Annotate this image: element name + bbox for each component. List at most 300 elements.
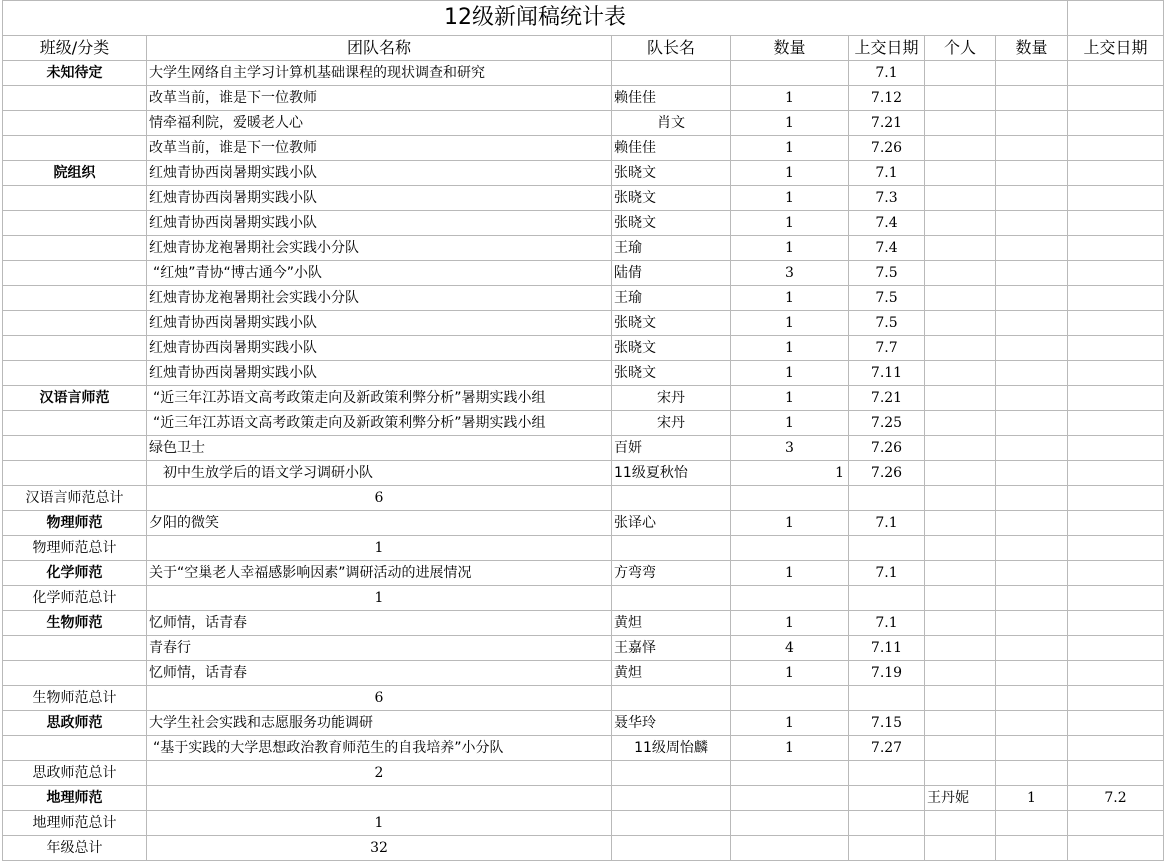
table-row <box>3 736 1164 761</box>
grid-cell[interactable] <box>996 586 1068 611</box>
personal-cell[interactable] <box>925 261 996 286</box>
grid-cell[interactable] <box>996 511 1068 536</box>
leader-cell[interactable]: 方弯弯 <box>612 561 731 586</box>
count-cell[interactable]: 1 <box>731 411 849 436</box>
count-cell[interactable]: 1 <box>731 386 849 411</box>
leader-cell[interactable]: 张译心 <box>612 511 731 536</box>
table-row <box>3 161 1164 186</box>
date-cell[interactable]: 7.11 <box>849 361 925 386</box>
category-cell[interactable] <box>3 211 147 236</box>
date-cell[interactable]: 7.7 <box>849 336 925 361</box>
table-row <box>3 386 1164 411</box>
grid-cell[interactable] <box>731 536 849 561</box>
team-cell[interactable]: 改革当前，谁是下一位教师 <box>147 136 612 161</box>
grid-cell[interactable] <box>731 486 849 511</box>
date-cell[interactable]: 7.4 <box>849 211 925 236</box>
grid-cell[interactable] <box>925 811 996 836</box>
table-row <box>3 186 1164 211</box>
category-cell[interactable] <box>3 411 147 436</box>
count-cell[interactable]: 1 <box>731 111 849 136</box>
total-value[interactable]: 2 <box>147 761 612 786</box>
table-row <box>3 636 1164 661</box>
total-row <box>3 536 1164 561</box>
header-personal-date[interactable]: 上交日期 <box>1068 36 1164 61</box>
category-cell[interactable] <box>3 336 147 361</box>
grid-cell[interactable] <box>996 836 1068 861</box>
category-cell[interactable] <box>3 636 147 661</box>
count-cell[interactable]: 1 <box>731 211 849 236</box>
category-cell[interactable] <box>3 186 147 211</box>
table-row <box>3 61 1164 86</box>
grid-cell[interactable] <box>612 486 731 511</box>
leader-cell[interactable]: 聂华玲 <box>612 711 731 736</box>
grid-cell[interactable] <box>849 811 925 836</box>
personal-date-cell[interactable] <box>1068 361 1164 386</box>
grid-cell[interactable] <box>996 536 1068 561</box>
grid-cell[interactable] <box>731 586 849 611</box>
leader-cell[interactable]: 赖佳佳 <box>612 136 731 161</box>
date-cell[interactable]: 7.5 <box>849 311 925 336</box>
grid-cell[interactable] <box>612 811 731 836</box>
count-cell[interactable]: 1 <box>731 511 849 536</box>
personal-cell[interactable] <box>925 236 996 261</box>
count-cell[interactable]: 1 <box>731 236 849 261</box>
total-label[interactable]: 生物师范总计 <box>3 686 147 711</box>
date-cell[interactable]: 7.26 <box>849 136 925 161</box>
team-cell[interactable]: 忆师情，话青春 <box>147 661 612 686</box>
grid-cell[interactable] <box>612 586 731 611</box>
grid-cell[interactable] <box>925 836 996 861</box>
team-cell[interactable]: 红烛青协西岗暑期实践小队 <box>147 336 612 361</box>
leader-cell[interactable] <box>612 786 731 811</box>
team-cell[interactable]: 红烛青协西岗暑期实践小队 <box>147 311 612 336</box>
leader-cell[interactable]: 张晓文 <box>612 211 731 236</box>
personal-count-cell[interactable] <box>996 161 1068 186</box>
team-cell[interactable]: 忆师情，话青春 <box>147 611 612 636</box>
count-cell[interactable]: 1 <box>731 736 849 761</box>
table-row <box>3 411 1164 436</box>
table-row <box>3 711 1164 736</box>
grid-cell[interactable] <box>731 836 849 861</box>
personal-cell[interactable] <box>925 61 996 86</box>
count-cell[interactable]: 1 <box>731 186 849 211</box>
personal-count-cell[interactable] <box>996 336 1068 361</box>
leader-cell[interactable]: 王嘉怿 <box>612 636 731 661</box>
grid-cell[interactable] <box>849 486 925 511</box>
personal-cell[interactable] <box>925 136 996 161</box>
grand-total-value[interactable]: 32 <box>147 836 612 861</box>
team-cell[interactable]: 红烛青协西岗暑期实践小队 <box>147 186 612 211</box>
category-cell[interactable] <box>3 136 147 161</box>
team-cell[interactable]: 夕阳的微笑 <box>147 511 612 536</box>
grid-cell[interactable] <box>849 686 925 711</box>
leader-cell[interactable]: 张晓文 <box>612 336 731 361</box>
grid-cell[interactable] <box>996 486 1068 511</box>
personal-cell[interactable] <box>925 86 996 111</box>
personal-date-cell[interactable]: 7.2 <box>1068 786 1164 811</box>
leader-cell[interactable]: 百妍 <box>612 436 731 461</box>
personal-count-cell[interactable] <box>996 61 1068 86</box>
grid-cell[interactable] <box>925 611 996 636</box>
grid-cell[interactable] <box>925 511 996 536</box>
count-cell[interactable]: 1 <box>731 336 849 361</box>
news-statistics-table <box>2 0 1164 861</box>
personal-count-cell[interactable] <box>996 136 1068 161</box>
team-cell[interactable]: 红烛青协西岗暑期实践小队 <box>147 161 612 186</box>
total-row <box>3 686 1164 711</box>
personal-count-cell[interactable] <box>996 186 1068 211</box>
grid-cell[interactable] <box>925 636 996 661</box>
category-cell[interactable] <box>3 736 147 761</box>
team-cell[interactable]: 红烛青协龙袍暑期社会实践小分队 <box>147 286 612 311</box>
count-cell[interactable]: 1 <box>731 611 849 636</box>
grid-cell[interactable] <box>925 486 996 511</box>
category-cell[interactable]: 汉语言师范 <box>3 386 147 411</box>
personal-cell[interactable] <box>925 361 996 386</box>
category-cell[interactable] <box>3 286 147 311</box>
personal-date-cell[interactable] <box>1068 111 1164 136</box>
table-row <box>3 661 1164 686</box>
grid-cell[interactable] <box>996 686 1068 711</box>
date-cell[interactable]: 7.11 <box>849 636 925 661</box>
date-cell[interactable]: 7.12 <box>849 86 925 111</box>
leader-cell[interactable]: 肖文 <box>612 111 731 136</box>
personal-cell[interactable]: 王丹妮 <box>925 786 996 811</box>
table-row <box>3 461 1164 486</box>
header-leader[interactable]: 队长名 <box>612 36 731 61</box>
leader-cell[interactable]: 赖佳佳 <box>612 86 731 111</box>
personal-date-cell[interactable] <box>1068 461 1164 486</box>
personal-date-cell[interactable] <box>1068 311 1164 336</box>
personal-cell[interactable] <box>925 386 996 411</box>
category-cell[interactable] <box>3 461 147 486</box>
leader-cell[interactable]: 宋丹 <box>612 386 731 411</box>
table-row <box>3 286 1164 311</box>
personal-date-cell[interactable] <box>1068 436 1164 461</box>
team-cell[interactable]: “基于实践的大学思想政治教育师范生的自我培养”小分队 <box>147 736 612 761</box>
personal-date-cell[interactable] <box>1068 236 1164 261</box>
date-cell[interactable]: 7.21 <box>849 386 925 411</box>
count-cell[interactable]: 1 <box>731 711 849 736</box>
personal-count-cell[interactable] <box>996 86 1068 111</box>
header-row <box>3 36 1164 61</box>
personal-date-cell[interactable] <box>1068 161 1164 186</box>
category-cell[interactable] <box>3 111 147 136</box>
personal-cell[interactable] <box>925 411 996 436</box>
count-cell[interactable]: 1 <box>731 86 849 111</box>
grid-cell[interactable] <box>612 761 731 786</box>
grid-cell[interactable] <box>612 536 731 561</box>
date-cell[interactable]: 7.26 <box>849 436 925 461</box>
date-cell[interactable]: 7.21 <box>849 111 925 136</box>
grid-cell[interactable] <box>1068 661 1164 686</box>
grid-cell[interactable] <box>925 711 996 736</box>
table-row <box>3 136 1164 161</box>
count-cell[interactable] <box>731 786 849 811</box>
date-cell[interactable]: 7.1 <box>849 561 925 586</box>
grid-cell[interactable] <box>849 586 925 611</box>
grid-cell[interactable] <box>925 761 996 786</box>
total-value[interactable]: 1 <box>147 586 612 611</box>
date-cell[interactable]: 7.27 <box>849 736 925 761</box>
total-label[interactable]: 汉语言师范总计 <box>3 486 147 511</box>
personal-count-cell[interactable] <box>996 261 1068 286</box>
leader-cell[interactable]: 张晓文 <box>612 161 731 186</box>
grid-cell[interactable] <box>1068 1 1164 36</box>
data-rows <box>3 61 1164 486</box>
total-row <box>3 486 1164 511</box>
leader-cell[interactable]: 黄炟 <box>612 661 731 686</box>
personal-count-cell[interactable] <box>996 236 1068 261</box>
grid-cell[interactable] <box>1068 636 1164 661</box>
personal-count-cell[interactable] <box>996 411 1068 436</box>
personal-date-cell[interactable] <box>1068 411 1164 436</box>
total-value[interactable]: 6 <box>147 486 612 511</box>
count-cell[interactable]: 1 <box>731 311 849 336</box>
table-row <box>3 236 1164 261</box>
count-cell[interactable] <box>731 61 849 86</box>
grid-cell[interactable] <box>612 836 731 861</box>
team-cell[interactable]: 绿色卫士 <box>147 436 612 461</box>
leader-cell[interactable]: 王瑜 <box>612 236 731 261</box>
team-cell[interactable]: “近三年江苏语文高考政策走向及新政策利弊分析”暑期实践小组 <box>147 386 612 411</box>
personal-cell[interactable] <box>925 336 996 361</box>
leader-cell[interactable]: 黄炟 <box>612 611 731 636</box>
personal-date-cell[interactable] <box>1068 211 1164 236</box>
header-team[interactable]: 团队名称 <box>147 36 612 61</box>
team-cell[interactable]: 大学生社会实践和志愿服务功能调研 <box>147 711 612 736</box>
table-row <box>3 111 1164 136</box>
team-cell[interactable]: 青春行 <box>147 636 612 661</box>
grid-cell[interactable] <box>996 636 1068 661</box>
total-label[interactable]: 地理师范总计 <box>3 811 147 836</box>
leader-cell[interactable]: 张晓文 <box>612 186 731 211</box>
leader-cell[interactable]: 张晓文 <box>612 361 731 386</box>
category-cell[interactable]: 物理师范 <box>3 511 147 536</box>
date-cell[interactable]: 7.1 <box>849 611 925 636</box>
header-date[interactable]: 上交日期 <box>849 36 925 61</box>
team-cell[interactable]: “红烛”青协“博古通今”小队 <box>147 261 612 286</box>
date-cell[interactable]: 7.25 <box>849 411 925 436</box>
count-cell[interactable]: 4 <box>731 636 849 661</box>
personal-count-cell[interactable] <box>996 111 1068 136</box>
grid-cell[interactable] <box>996 736 1068 761</box>
date-cell[interactable]: 7.5 <box>849 261 925 286</box>
grid-cell[interactable] <box>1068 736 1164 761</box>
table-row <box>3 611 1164 636</box>
count-cell[interactable]: 1 <box>731 286 849 311</box>
total-value[interactable]: 1 <box>147 811 612 836</box>
grid-cell[interactable] <box>996 711 1068 736</box>
grid-cell[interactable] <box>996 561 1068 586</box>
grid-cell[interactable] <box>925 736 996 761</box>
total-value[interactable]: 1 <box>147 536 612 561</box>
personal-date-cell[interactable] <box>1068 86 1164 111</box>
personal-count-cell[interactable] <box>996 286 1068 311</box>
table-row <box>3 511 1164 536</box>
team-cell[interactable]: 情牵福利院，爱暖老人心 <box>147 111 612 136</box>
team-cell[interactable]: “近三年江苏语文高考政策走向及新政策利弊分析”暑期实践小组 <box>147 411 612 436</box>
personal-cell[interactable] <box>925 311 996 336</box>
count-cell[interactable]: 1 <box>731 661 849 686</box>
personal-date-cell[interactable] <box>1068 61 1164 86</box>
leader-cell[interactable]: 王瑜 <box>612 286 731 311</box>
header-personal[interactable]: 个人 <box>925 36 996 61</box>
table-row <box>3 561 1164 586</box>
count-cell[interactable]: 1 <box>731 361 849 386</box>
grid-cell[interactable] <box>1068 536 1164 561</box>
category-cell[interactable]: 未知待定 <box>3 61 147 86</box>
grid-cell[interactable] <box>925 686 996 711</box>
date-cell[interactable]: 7.4 <box>849 236 925 261</box>
personal-date-cell[interactable] <box>1068 286 1164 311</box>
count-cell[interactable]: 3 <box>731 436 849 461</box>
count-cell[interactable]: 1 <box>731 136 849 161</box>
table-row <box>3 361 1164 386</box>
team-cell[interactable]: 红烛青协西岗暑期实践小队 <box>147 361 612 386</box>
date-cell[interactable]: 7.19 <box>849 661 925 686</box>
grid-cell[interactable] <box>1068 686 1164 711</box>
grand-total-row <box>3 836 1164 861</box>
total-row <box>3 761 1164 786</box>
leader-cell[interactable]: 11级夏秋怡 <box>612 461 731 486</box>
personal-date-cell[interactable] <box>1068 186 1164 211</box>
sheet-title[interactable]: 12级新闻稿统计表 <box>3 1 1068 36</box>
count-cell[interactable]: 1 <box>731 161 849 186</box>
personal-count-cell[interactable] <box>996 361 1068 386</box>
personal-cell[interactable] <box>925 161 996 186</box>
grid-cell[interactable] <box>612 686 731 711</box>
grid-cell[interactable] <box>731 761 849 786</box>
team-cell[interactable]: 关于“空巢老人幸福感影响因素”调研活动的进展情况 <box>147 561 612 586</box>
personal-cell[interactable] <box>925 461 996 486</box>
leader-cell[interactable]: 宋丹 <box>612 411 731 436</box>
count-cell[interactable]: 1 <box>731 461 849 486</box>
count-cell[interactable]: 1 <box>731 561 849 586</box>
header-count[interactable]: 数量 <box>731 36 849 61</box>
personal-count-cell[interactable] <box>996 311 1068 336</box>
leader-cell[interactable]: 11级周怡麟 <box>612 736 731 761</box>
category-cell[interactable] <box>3 236 147 261</box>
team-cell[interactable]: 改革当前，谁是下一位教师 <box>147 86 612 111</box>
personal-count-cell[interactable] <box>996 211 1068 236</box>
total-label[interactable]: 思政师范总计 <box>3 761 147 786</box>
grid-cell[interactable] <box>849 761 925 786</box>
personal-date-cell[interactable] <box>1068 386 1164 411</box>
total-row <box>3 586 1164 611</box>
table-row <box>3 261 1164 286</box>
grid-cell[interactable] <box>849 536 925 561</box>
category-cell[interactable]: 地理师范 <box>3 786 147 811</box>
date-cell[interactable]: 7.3 <box>849 186 925 211</box>
grid-cell[interactable] <box>1068 586 1164 611</box>
grid-cell[interactable] <box>731 686 849 711</box>
leader-cell[interactable] <box>612 61 731 86</box>
table-row <box>3 86 1164 111</box>
date-cell[interactable]: 7.1 <box>849 161 925 186</box>
personal-count-cell[interactable] <box>996 461 1068 486</box>
leader-cell[interactable]: 陆倩 <box>612 261 731 286</box>
personal-count-cell[interactable] <box>996 436 1068 461</box>
category-cell[interactable] <box>3 261 147 286</box>
grid-cell[interactable] <box>925 536 996 561</box>
personal-count-cell[interactable] <box>996 386 1068 411</box>
grid-cell[interactable] <box>996 761 1068 786</box>
grid-cell[interactable] <box>925 661 996 686</box>
total-label[interactable]: 化学师范总计 <box>3 586 147 611</box>
personal-date-cell[interactable] <box>1068 136 1164 161</box>
grid-cell[interactable] <box>1068 711 1164 736</box>
team-cell[interactable] <box>147 786 612 811</box>
team-cell[interactable]: 红烛青协西岗暑期实践小队 <box>147 211 612 236</box>
personal-cell[interactable] <box>925 286 996 311</box>
grid-cell[interactable] <box>996 811 1068 836</box>
grid-cell[interactable] <box>925 561 996 586</box>
category-cell[interactable]: 思政师范 <box>3 711 147 736</box>
date-cell[interactable]: 7.1 <box>849 61 925 86</box>
date-cell[interactable] <box>849 786 925 811</box>
grid-cell[interactable] <box>849 836 925 861</box>
grid-cell[interactable] <box>1068 761 1164 786</box>
date-cell[interactable]: 7.26 <box>849 461 925 486</box>
team-cell[interactable]: 红烛青协龙袍暑期社会实践小分队 <box>147 236 612 261</box>
personal-cell[interactable] <box>925 436 996 461</box>
grid-cell[interactable] <box>1068 561 1164 586</box>
grid-cell[interactable] <box>996 611 1068 636</box>
table-row <box>3 786 1164 811</box>
category-cell[interactable]: 生物师范 <box>3 611 147 636</box>
count-cell[interactable]: 3 <box>731 261 849 286</box>
grid-cell[interactable] <box>925 586 996 611</box>
header-category[interactable]: 班级/分类 <box>3 36 147 61</box>
grid-cell[interactable] <box>1068 486 1164 511</box>
grand-total-label[interactable]: 年级总计 <box>3 836 147 861</box>
total-row <box>3 811 1164 836</box>
category-cell[interactable] <box>3 661 147 686</box>
category-cell[interactable] <box>3 361 147 386</box>
team-cell[interactable]: 大学生网络自主学习计算机基础课程的现状调查和研究 <box>147 61 612 86</box>
leader-cell[interactable]: 张晓文 <box>612 311 731 336</box>
table-row <box>3 311 1164 336</box>
date-cell[interactable]: 7.5 <box>849 286 925 311</box>
personal-cell[interactable] <box>925 111 996 136</box>
personal-cell[interactable] <box>925 211 996 236</box>
total-value[interactable]: 6 <box>147 686 612 711</box>
grid-cell[interactable] <box>996 661 1068 686</box>
header-personal-count[interactable]: 数量 <box>996 36 1068 61</box>
date-cell[interactable]: 7.1 <box>849 511 925 536</box>
date-cell[interactable]: 7.15 <box>849 711 925 736</box>
grid-cell[interactable] <box>1068 611 1164 636</box>
table-row <box>3 211 1164 236</box>
table-row <box>3 436 1164 461</box>
total-label[interactable]: 物理师范总计 <box>3 536 147 561</box>
team-cell[interactable]: 初中生放学后的语文学习调研小队 <box>147 461 612 486</box>
personal-count-cell[interactable]: 1 <box>996 786 1068 811</box>
personal-cell[interactable] <box>925 186 996 211</box>
grid-cell[interactable] <box>731 811 849 836</box>
personal-date-cell[interactable] <box>1068 336 1164 361</box>
grid-cell[interactable] <box>1068 836 1164 861</box>
category-cell[interactable] <box>3 436 147 461</box>
personal-date-cell[interactable] <box>1068 261 1164 286</box>
grid-cell[interactable] <box>1068 511 1164 536</box>
category-cell[interactable]: 院组织 <box>3 161 147 186</box>
category-cell[interactable] <box>3 311 147 336</box>
category-cell[interactable] <box>3 86 147 111</box>
grid-cell[interactable] <box>1068 811 1164 836</box>
category-cell[interactable]: 化学师范 <box>3 561 147 586</box>
